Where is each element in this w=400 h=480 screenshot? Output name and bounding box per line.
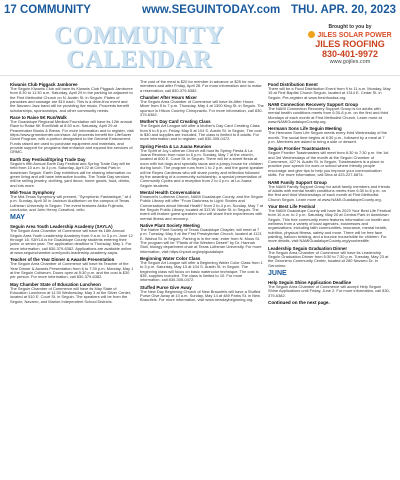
event-title: Mid-Texas Symphony (10, 189, 55, 195)
event-title: Beginning Water Color Class (140, 256, 201, 261)
banner-title-line2: CALENDAR (66, 46, 212, 73)
event-title: Seguin Area Youth Leadership Academy (SAYLA) (10, 224, 113, 230)
event-item (10, 115, 134, 155)
event-item (140, 256, 264, 283)
event-item (10, 257, 134, 279)
event-item (268, 204, 392, 244)
event-description: Seguin's fifth Annual Earth Day Festival and Spring Trade Day will be held from 10 a.m. to 3 p.m. Saturday, April 22 at Central Park in downtown Seguin. Earth Day exhibitors will be sharing information on green living and will have interactive booths. The Trade Day vendors will be selling jewelry, clothing, yard decor, home goods, food, drinks, and lots more. (10, 160, 131, 188)
event-description: The cost of the meal is $20 for member in advance or $25 for non-members and after Friday, April 28. For more information and to make a reservation, call 830-379-6382. (140, 79, 262, 93)
event-item (140, 190, 264, 221)
page-header (0, 0, 400, 22)
event-description: The Hermann Sons Life Seguin meets every third Wednesday of the month. The social time begins at 6:30 p.m., followed by a meal at 7 p.m. Members are asked to bring a side or dessert. (268, 130, 387, 145)
event-item (268, 180, 392, 202)
event-description: The NAMI Connection Recovery Support Group is for adults with mental health conditions meets from 6:30-8 p.m. on the first and third Mondays of each month at First Methodist Church. Learn more at www.NAMIGuadalupeCounty.org. (268, 106, 389, 125)
event-description: Seguin Frontier Toastmasters will meet from 6:30 to 7:30 p.m. the 1st and 3rd Wednesdays of the month at the Seguin Chamber of Commerce, 427 N. Austin St. in Seguin. Toastmasters is a place to practice your speech for work or school where friendly people encourage and give tips to help you improve your communication skills. For more information, call Dina at 423-227-6874. (268, 150, 389, 178)
event-description: There will be a Food Distribution Event from 9 to 11 a.m. Monday, May 15 at First Baptist Church Seguin, located at 1314 E. Cedar St. in Seguin. Pre-register at www.freshfoodsa.org. (268, 86, 391, 100)
issue-date: THU. APR. 20, 2023 (290, 4, 396, 16)
event-item (140, 80, 264, 93)
event-description: The Seguin Area Chamber of Commerce will have its Leadership Seguin Graduation Dinner from 5:30 to 7:30 p.m. Tuesday, May 23 at the Geronimo Community Center, located at 280 Navarro Dr. in Geronimo. (268, 249, 389, 268)
brought-by-label: Brought to you by (328, 24, 372, 30)
event-item (140, 119, 264, 141)
event-title: Native Plant Society Meeting (140, 222, 200, 228)
sponsor-solar: JILES SOLAR POWER (304, 31, 396, 39)
event-title: Mother's Day Card Creating Class (140, 119, 211, 125)
event-description: The Mid-Texas Symphony will present, "Symphonic Fantastique," at 4 p.m. Sunday, April 30 in Jackson Auditorium on the campus of Texas Lutheran University in Seguin. The event features Akiko Fujimoto, conductor, and John Henry Crawford, cello. (10, 193, 132, 212)
event-item (140, 285, 264, 303)
event-description: The Seguin Area Chamber of Commerce will accept Help Seguin Shine Applications until Friday, June 2. For more information, call 830-379-6382. (268, 284, 391, 298)
continued-note: Continued on the next page. (268, 300, 330, 306)
event-description: Emanuel's Lutheran Church, NAMI Guadalupe County, and the Seguin Public Library will offer "From Darkness to Light: Stories and Conversations about Mental Health" from 2 to 4 p.m. Sunday, May 7 at the Seguin Public Library, located at 313 W. Nolte St. in Seguin. The event will feature guest speakers who will share their experiences with mental illness and recovery. (140, 193, 264, 221)
event-item (140, 223, 264, 254)
event-description: The Seguin Area Chamber of Commerce will have its 16th Annual Seguin Area Youth Leadership Academy from 9 a.m. to 3 p.m. June 12 through 16. SAYLA is for Guadalupe County students entering their junior or senior year. The application deadline is Thursday, May 1. For more information, call 830-379-6382. Applications are available online at www.seguinchamber.com/youth-leadership-academy-sayla. (10, 228, 133, 255)
column-3 (268, 80, 392, 305)
sponsor-website[interactable]: www.gojiles.com (329, 59, 371, 65)
event-item (10, 224, 134, 255)
event-description: The Seguin Kiwanis Club will have its Kiwanis Club Piggack Jamboree from 8:30 to 11:30 a.m. Saturday, April 29 in the parking lot adjacent to the First Methodist Church on N. Austin St. in Seguin. Plates of pancakes and sausage are $10 each. This is a drive-thru event and the Navarro Jazz band will be providing live music. Proceeds benefit scholarships, sponsorships, and other community needs. (10, 86, 133, 113)
event-item (268, 126, 392, 144)
event-item (10, 157, 134, 188)
event-item (10, 282, 134, 304)
sponsor-block (304, 24, 396, 65)
event-description: The Spirit of Joy Lutheran Church will host its Spring Fiesta & La Juana Reunion from noon to 6 p.m. Sunday, May 7 at the church, located at 600 E. Court St. in Seguin. There will be a street fiesta at noon with hot dogs and specialty tacos and a jumpy house for children during lunch. The program runs from 1 to 2 p.m. and the guest speaker will be Reyes Cardenas who will share poetry and reflection followed by the awarding of a community scholarship, a special presentation of Community Cycles and a reception from 2 to 4 p.m. at La Juana Seguin students. (140, 147, 264, 188)
event-description: The Native Plant Society of Texas Guadalupe Chapter, will meet at 7 p.m. Tuesday, May 9 at the First Presbyterian Church, located at 1121 E. Walnut St. in Seguin. Parking is in the rear, enter from N. Moss St. The program will be "Plants of the Western Desert" by Dr. Hannah Stoll, biology department chair at Texas Lutheran University. For more information, visit https://npsot.org/wp/guadalupe. (140, 226, 262, 254)
banner-title (24, 24, 254, 72)
event-item (140, 95, 264, 117)
event-title: Spring Fiesta & La Juana Reunion (140, 143, 212, 149)
event-title: Hermann Sons Life Seguin Meeting (268, 126, 342, 132)
banner-title-line1: COMMUNITY (54, 22, 224, 49)
event-title: Teacher of the Year Dinner & Awards Presentation (10, 257, 115, 263)
event-item (268, 280, 392, 298)
event-title: NAMI Connection Recovery Support Group (268, 102, 359, 108)
event-title: Earth Day Festival/Spring Trade Day (10, 156, 86, 162)
column-2 (140, 80, 264, 304)
event-description: The Seguin Chamber of Commerce will have its May State of Education Luncheon at 11:30 Wednesday, May 3 at the Silver Center, located at 510 E. Court St. in Seguin. The speakers will be from the Seguin, Navarro, and Marion Independent School Districts. (10, 285, 132, 304)
month-heading: MAY (10, 214, 25, 222)
month-heading: JUNE (268, 270, 287, 277)
event-item (268, 102, 392, 124)
event-title: NAMI Family Support Group (268, 179, 327, 185)
event-item (10, 190, 134, 212)
calendar-banner (0, 22, 400, 76)
event-description: The Seguin Art League will offer a Mother's Day Card Creating Class from 6 to 8 p.m. Friday, May 5 at 104 S. Austin St. in Seguin. The cost is $30 and supplies are included. The class is limited to 8 adults. For more information and to register, call 830-305-0472. (140, 123, 262, 142)
event-item (268, 82, 392, 100)
sun-icon (308, 31, 315, 38)
sponsor-phone: 830-401-9972 (321, 49, 379, 59)
event-title: Leadership Seguin Graduation Dinner (268, 245, 348, 251)
event-description: The New Day Beginning Church of New Braunfels will have a Stuffed Purse Give Away at 10 a.m. Sunday, May 14 at 489 Parks St. in New Braunfels. For more information, visit www.newdaybeginning.org. (140, 288, 261, 303)
page-section-label: 17 COMMUNITY (4, 4, 91, 16)
site-url[interactable]: www.SEGUINTODAY.com (142, 4, 281, 16)
sponsor-roofing: JILES ROOFING (315, 39, 385, 49)
event-item (268, 146, 392, 177)
event-title: Kiwanis Club Piggack Jamboree (10, 82, 78, 87)
event-title: Stuffed Purse Give Away (140, 284, 192, 290)
event-description: The NAMI Family Support Group for adult family members and friends of adults with mental health conditions meets from 6:30 to 8 p.m. on the first and third Wednesdays of each month at First Methodist Church Seguin. Learn more at www.NAMI-GuadalupeCounty.org. (268, 183, 391, 202)
event-title: Seguin Frontier Toastmasters (268, 146, 330, 152)
event-item (268, 246, 392, 268)
event-title: Chamber After Hours Mixer (140, 95, 197, 101)
event-title: Food Distribution Event (268, 82, 318, 87)
event-title: Your Best Life Festival (268, 203, 316, 209)
event-description: The Seguin Area Chamber of Commerce will have its After Hours Mixer from 5 to 7 p.m. Thursday, May 4 at 1300 King St. in Seguin. The sponsor is Hilcon Country Chiropractic. For more information, call 830-379-6382. (140, 99, 264, 118)
event-description: The Seguin Area Chamber of Commerce will have its Teacher of the Year Dinner & Awards Presentation from 6 to 7:30 p.m. Monday, May 1 at the Seguin Coliseum. Doors open at 5:30 p.m. and the cost is $30 per person. For more information, call 830-379-6382. (10, 261, 134, 280)
event-description: The Guadalupe Regional Medical Foundation will have its 12th annual Race to Raise 5K Run/Walk at 8:30 a.m. Saturday, April 29 at Peacemaker Books & Brews. For more information and to register, visit https://www.grmedcenter.com/race. All proceeds benefit the LifeSaver Grant Program, with a portion designated to the General Endowment. Funds raised are used to purchase equipment and materials, and provide support for programs that enhance and expand the services of GRMC. (10, 119, 134, 155)
event-title: May Chamber State of Education Luncheon (10, 281, 101, 287)
event-description: The NAMI Guadalupe County will have its 2023 Your Best Life Festival from 10 a.m. to 2 p.m. Saturday, May 20 at Central Park in downtown Seguin. This free community event features information on health and wellness from a variety of local agencies, businesses and organizations, including faith communities, insurance, mental health, nutrition, physical fitness, safety and more. There will be free face painting, balloon twisting, and a bounce house/slide for children. For more details, visit NAMIGuadalupeCounty.org/yourbestlife. (268, 207, 391, 244)
event-description: The Seguin Art League will offer a Beginning Water Color Class from 1 to 3 p.m. Saturday, May 13 at 104 S. Austin St. in Seguin. The beginning class will focus on basic watercolor technique. The cost is $35, supplies included. The class is limited to 10. For more information, call 830-305-0472. (140, 260, 263, 283)
event-item (140, 144, 264, 188)
event-title: Mental Health Conversations (140, 189, 201, 195)
event-title: Help Seguin Shine Application Deadline (268, 280, 352, 285)
column-1 (10, 80, 134, 305)
event-item (10, 82, 134, 113)
event-title: Race to Raise 5K Run/Walk (10, 115, 67, 121)
